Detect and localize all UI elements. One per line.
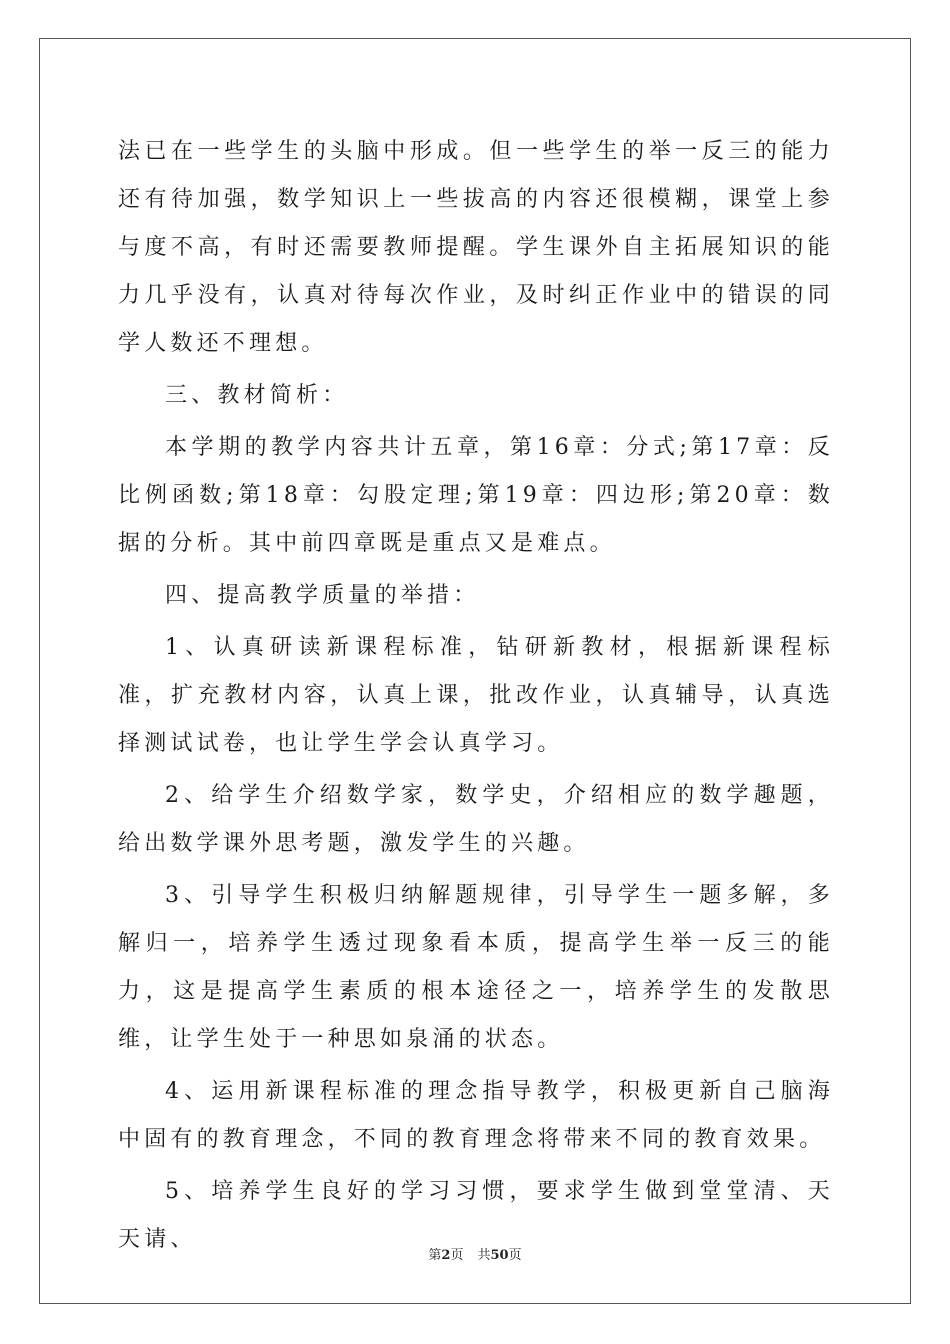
- list-item-measure-1: 1、认真研读新课程标准，钻研新教材，根据新课程标准，扩充教材内容，认真上课，批改作业，认真辅导，认真选择测试试卷，也让学生学会认真学习。: [118, 635, 834, 756]
- total-pages: 50: [490, 1248, 509, 1263]
- page-label-suffix: 页: [450, 1248, 464, 1263]
- section-heading-textbook-analysis: 三、教材简析：: [165, 383, 349, 408]
- total-label-suffix: 页: [508, 1248, 522, 1263]
- list-item-measure-4: 4、运用新课程标准的理念指导教学，积极更新自己脑海中固有的教育理念，不同的教育理念将带来不同的教育效果。: [118, 1079, 834, 1152]
- paragraph-continuation: 法已在一些学生的头脑中形成。但一些学生的举一反三的能力还有待加强，数学知识上一些拔高的内容还很模糊，课堂上参与度不高，有时还需要教师提醒。学生课外自主拓展知识的能力几乎没有，认真对待每次作业，及时纠正作业中的错误的同学人数还不理想。: [118, 139, 834, 356]
- total-label-prefix: 共: [477, 1248, 491, 1263]
- document-body: [118, 128, 834, 1268]
- page-footer: [0, 1246, 950, 1266]
- section-heading-measures: 四、提高教学质量的举措：: [165, 583, 480, 608]
- page-number: 2: [441, 1248, 451, 1263]
- list-item-measure-2: 2、给学生介绍数学家，数学史，介绍相应的数学趣题，给出数学课外思考题，激发学生的兴趣。: [118, 783, 834, 856]
- list-item-measure-5: 5、培养学生良好的学习习惯，要求学生做到堂堂清、天天请、: [118, 1179, 834, 1252]
- list-item-measure-3: 3、引导学生积极归纳解题规律，引导学生一题多解，多解归一，培养学生透过现象看本质，提高学生举一反三的能力，这是提高学生素质的根本途径之一，培养学生的发散思维，让学生处于一种思如泉涌的状态。: [118, 883, 834, 1052]
- paragraph-textbook-content: 本学期的教学内容共计五章，第16章：分式;第17章：反比例函数;第18章：勾股定理;第19章：四边形;第20章：数据的分析。其中前四章既是重点又是难点。: [118, 435, 834, 556]
- page-label-prefix: 第: [428, 1248, 442, 1263]
